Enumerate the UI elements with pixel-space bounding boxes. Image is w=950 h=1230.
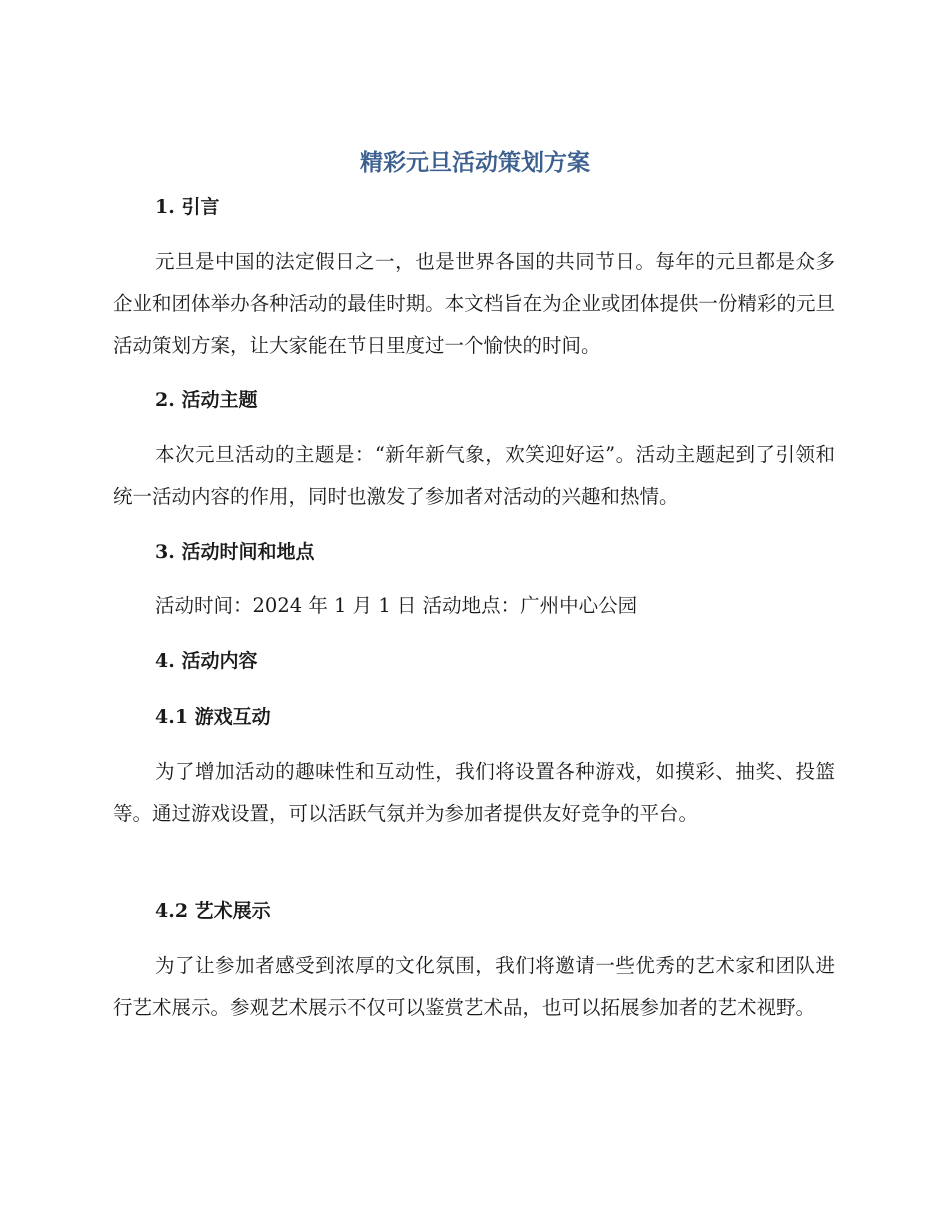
section-body-time-place: 活动时间：2024 年 1 月 1 日 活动地点：广州中心公园 <box>155 594 638 617</box>
subsection-heading-art: 4.2 艺术展示 <box>155 900 271 922</box>
section-heading-theme: 2. 活动主题 <box>155 389 258 411</box>
section-heading-content: 4. 活动内容 <box>155 650 258 672</box>
subsection-body-games: 为了增加活动的趣味性和互动性，我们将设置各种游戏，如摸彩、抽奖、投篮等。通过游戏设置，可以活跃气氛并为参加者提供友好竞争的平台。 <box>113 760 835 825</box>
section-heading-time-place: 3. 活动时间和地点 <box>155 541 315 563</box>
document-title: 精彩元旦活动策划方案 <box>360 150 590 176</box>
subsection-body-art: 为了让参加者感受到浓厚的文化氛围，我们将邀请一些优秀的艺术家和团队进行艺术展示。参观艺术展示不仅可以鉴赏艺术品，也可以拓展参加者的艺术视野。 <box>113 954 835 1019</box>
section-body-intro: 元旦是中国的法定假日之一，也是世界各国的共同节日。每年的元旦都是众多企业和团体举办各种活动的最佳时期。本文档旨在为企业或团体提供一份精彩的元旦活动策划方案，让大家能在节日里度过一个愉快的时间。 <box>113 250 835 357</box>
section-heading-intro: 1. 引言 <box>155 196 220 218</box>
subsection-heading-games: 4.1 游戏互动 <box>155 706 271 728</box>
section-body-theme: 本次元旦活动的主题是：“新年新气象，欢笑迎好运”。活动主题起到了引领和统一活动内容的作用，同时也激发了参加者对活动的兴趣和热情。 <box>113 443 835 508</box>
